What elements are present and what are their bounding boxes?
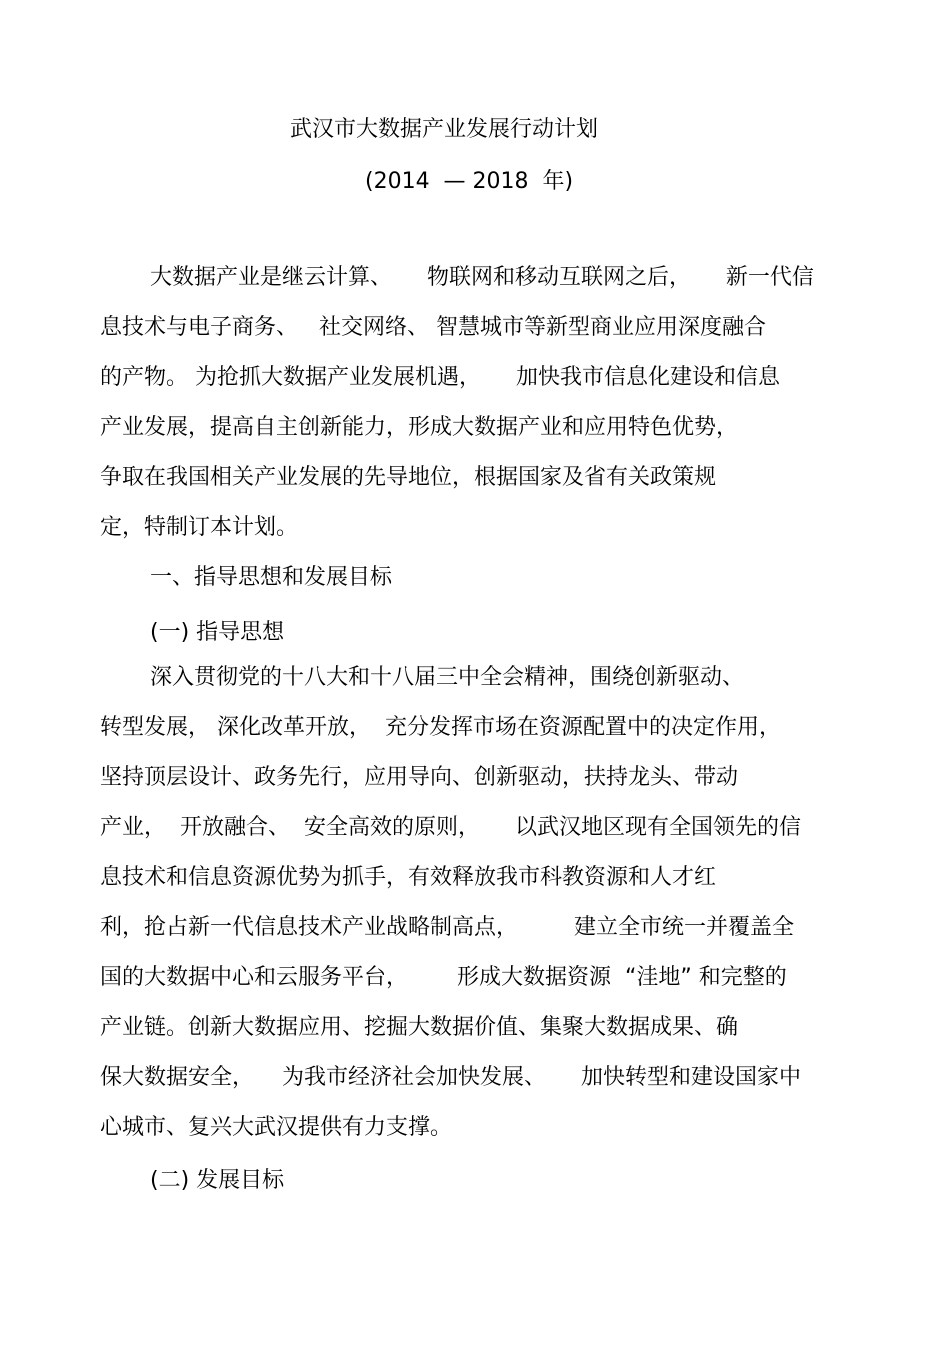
document-title: 武汉市大数据产业发展行动计划 [290, 117, 599, 142]
subsection-heading: (一) 指导思想 [150, 620, 285, 645]
body-line: 息技术与电子商务、 社交网络、 智慧城市等新型商业应用深度融合 [100, 315, 766, 340]
body-line: 产业链。创新大数据应用、挖掘大数据价值、集聚大数据成果、确 [100, 1015, 739, 1040]
body-line: 深入贯彻党的十八大和十八届三中全会精神，围绕创新驱动、 [150, 665, 745, 690]
body-line: 产业发展，提高自主创新能力，形成大数据产业和应用特色优势， [100, 415, 739, 440]
body-line: 国的大数据中心和云服务平台， 形成大数据资源 “洼地” 和完整的 [100, 965, 787, 990]
body-line: 心城市、复兴大武汉提供有力支撑。 [100, 1115, 453, 1140]
body-line: 息技术和信息资源优势为抓手，有效释放我市科教资源和人才红 [100, 865, 717, 890]
body-line: 定，特制订本计划。 [100, 515, 299, 540]
body-line: 大数据产业是继云计算、 物联网和移动互联网之后， 新一代信 [150, 265, 814, 290]
document-subtitle: (2014 — 2018 年) [365, 169, 574, 194]
body-line: 产业， 开放融合、 安全高效的原则， 以武汉地区现有全国领先的信 [100, 815, 801, 840]
body-line: 保大数据安全， 为我市经济社会加快发展、 加快转型和建设国家中 [100, 1065, 801, 1090]
body-line: 坚持顶层设计、政务先行，应用导向、创新驱动，扶持龙头、带动 [100, 765, 739, 790]
body-line: 利，抢占新一代信息技术产业战略制高点， 建立全市统一并覆盖全 [100, 915, 794, 940]
body-line: 的产物。 为抢抓大数据产业发展机遇， 加快我市信息化建设和信息 [100, 365, 780, 390]
subsection-heading: (二) 发展目标 [150, 1168, 285, 1193]
body-line: 转型发展， 深化改革开放， 充分发挥市场在资源配置中的决定作用， [100, 715, 781, 740]
body-line: 争取在我国相关产业发展的先导地位，根据国家及省有关政策规 [100, 465, 717, 490]
section-heading: 一、指导思想和发展目标 [150, 565, 393, 590]
